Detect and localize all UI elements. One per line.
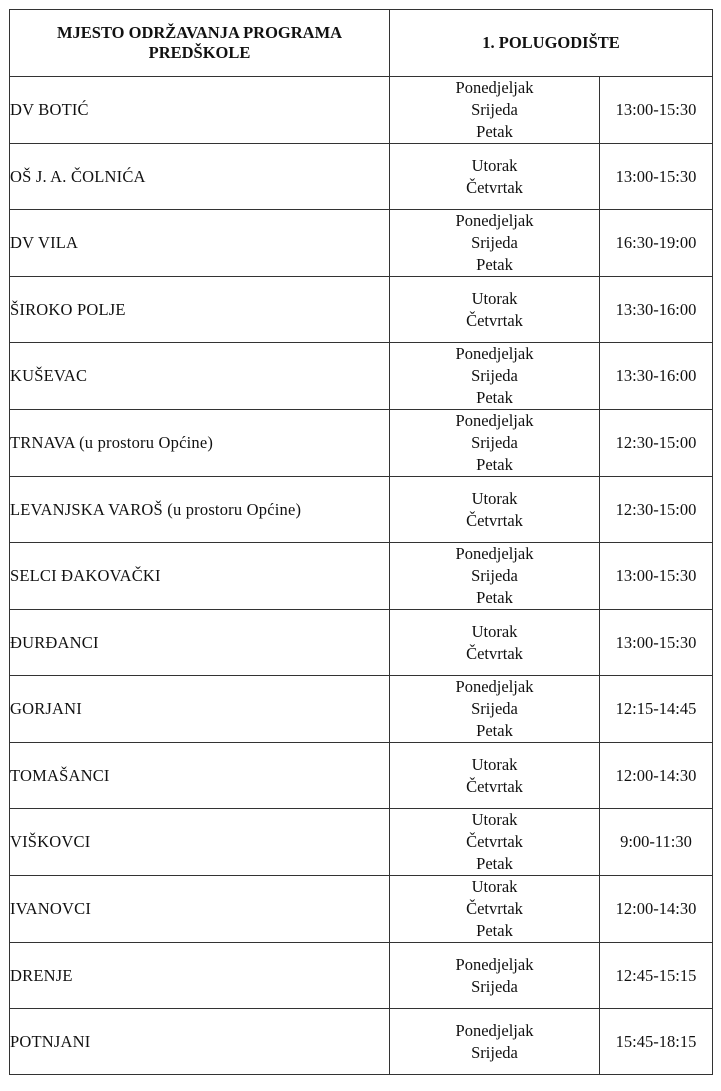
location-cell: SELCI ĐAKOVAČKI xyxy=(10,543,390,610)
time-cell: 12:30-15:00 xyxy=(600,410,713,477)
day-label: Ponedjeljak xyxy=(455,1020,534,1040)
table-row xyxy=(10,543,713,610)
table-row xyxy=(10,410,713,477)
table-row xyxy=(10,610,713,676)
time-cell: 13:00-15:30 xyxy=(600,610,713,676)
day-label: Srijeda xyxy=(471,433,518,452)
days-cell xyxy=(390,610,600,676)
time-cell: 12:45-15:15 xyxy=(600,943,713,1009)
table-row xyxy=(10,809,713,876)
day-label: Srijeda xyxy=(471,100,518,119)
day-label: Četvrtak xyxy=(466,832,523,851)
day-label: Petak xyxy=(476,388,513,407)
day-label: Petak xyxy=(476,921,513,940)
term-column-header: 1. POLUGODIŠTE xyxy=(390,10,713,77)
time-cell: 13:30-16:00 xyxy=(600,277,713,343)
days-cell xyxy=(390,1009,600,1075)
location-cell: LEVANJSKA VAROŠ (u prostoru Općine) xyxy=(10,477,390,543)
day-label: Petak xyxy=(476,721,513,740)
time-cell: 13:00-15:30 xyxy=(600,144,713,210)
day-label: Utorak xyxy=(471,810,518,829)
time-cell: 15:45-18:15 xyxy=(600,1009,713,1075)
day-label: Srijeda xyxy=(471,699,518,718)
day-label: Četvrtak xyxy=(466,177,523,197)
day-label: Ponedjeljak xyxy=(455,211,534,230)
days-cell xyxy=(390,676,600,743)
day-label: Utorak xyxy=(471,877,518,896)
day-label: Četvrtak xyxy=(466,776,523,796)
day-label: Srijeda xyxy=(471,1042,518,1062)
day-label: Četvrtak xyxy=(466,310,523,330)
table-row xyxy=(10,943,713,1009)
schedule-document xyxy=(9,9,712,1075)
location-cell: POTNJANI xyxy=(10,1009,390,1075)
day-label: Utorak xyxy=(471,754,518,774)
days-cell xyxy=(390,876,600,943)
day-label: Ponedjeljak xyxy=(455,954,534,974)
location-cell: IVANOVCI xyxy=(10,876,390,943)
days-cell xyxy=(390,144,600,210)
day-label: Utorak xyxy=(471,488,518,508)
days-cell xyxy=(390,543,600,610)
table-row xyxy=(10,277,713,343)
time-cell: 12:30-15:00 xyxy=(600,477,713,543)
time-cell: 12:15-14:45 xyxy=(600,676,713,743)
time-cell: 12:00-14:30 xyxy=(600,743,713,809)
day-label: Petak xyxy=(476,122,513,141)
days-cell xyxy=(390,210,600,277)
table-row xyxy=(10,1009,713,1075)
time-cell: 13:00-15:30 xyxy=(600,543,713,610)
days-cell xyxy=(390,277,600,343)
day-label: Petak xyxy=(476,854,513,873)
time-cell: 13:00-15:30 xyxy=(600,77,713,144)
day-label: Ponedjeljak xyxy=(455,411,534,430)
table-row xyxy=(10,876,713,943)
location-cell: ĐURĐANCI xyxy=(10,610,390,676)
location-cell: VIŠKOVCI xyxy=(10,809,390,876)
table-row xyxy=(10,743,713,809)
days-cell xyxy=(390,343,600,410)
schedule-table xyxy=(9,9,713,1075)
day-label: Srijeda xyxy=(471,976,518,996)
location-cell: DRENJE xyxy=(10,943,390,1009)
days-cell xyxy=(390,77,600,144)
time-cell: 12:00-14:30 xyxy=(600,876,713,943)
location-cell: DV BOTIĆ xyxy=(10,77,390,144)
time-cell: 13:30-16:00 xyxy=(600,343,713,410)
day-label: Petak xyxy=(476,588,513,607)
table-row xyxy=(10,210,713,277)
day-label: Četvrtak xyxy=(466,899,523,918)
header-row xyxy=(10,10,713,77)
day-label: Srijeda xyxy=(471,366,518,385)
day-label: Utorak xyxy=(471,288,518,308)
location-cell: OŠ J. A. ČOLNIĆA xyxy=(10,144,390,210)
location-cell: DV VILA xyxy=(10,210,390,277)
days-cell xyxy=(390,743,600,809)
location-cell: TRNAVA (u prostoru Općine) xyxy=(10,410,390,477)
day-label: Ponedjeljak xyxy=(455,78,534,97)
day-label: Petak xyxy=(476,255,513,274)
days-cell xyxy=(390,809,600,876)
day-label: Utorak xyxy=(471,155,518,175)
table-row xyxy=(10,676,713,743)
location-cell: TOMAŠANCI xyxy=(10,743,390,809)
day-label: Ponedjeljak xyxy=(455,344,534,363)
schedule-rows xyxy=(10,77,713,1075)
day-label: Četvrtak xyxy=(466,643,523,663)
location-cell: KUŠEVAC xyxy=(10,343,390,410)
time-cell: 16:30-19:00 xyxy=(600,210,713,277)
days-cell xyxy=(390,943,600,1009)
time-cell: 9:00-11:30 xyxy=(600,809,713,876)
day-label: Četvrtak xyxy=(466,510,523,530)
day-label: Ponedjeljak xyxy=(455,677,534,696)
table-row xyxy=(10,343,713,410)
location-cell: GORJANI xyxy=(10,676,390,743)
days-cell xyxy=(390,410,600,477)
days-cell xyxy=(390,477,600,543)
table-row xyxy=(10,77,713,144)
table-row xyxy=(10,477,713,543)
table-row xyxy=(10,144,713,210)
day-label: Petak xyxy=(476,455,513,474)
day-label: Ponedjeljak xyxy=(455,544,534,563)
day-label: Srijeda xyxy=(471,233,518,252)
day-label: Utorak xyxy=(471,621,518,641)
location-cell: ŠIROKO POLJE xyxy=(10,277,390,343)
location-column-header: MJESTO ODRŽAVANJA PROGRAMA PREDŠKOLE xyxy=(10,10,390,77)
day-label: Srijeda xyxy=(471,566,518,585)
